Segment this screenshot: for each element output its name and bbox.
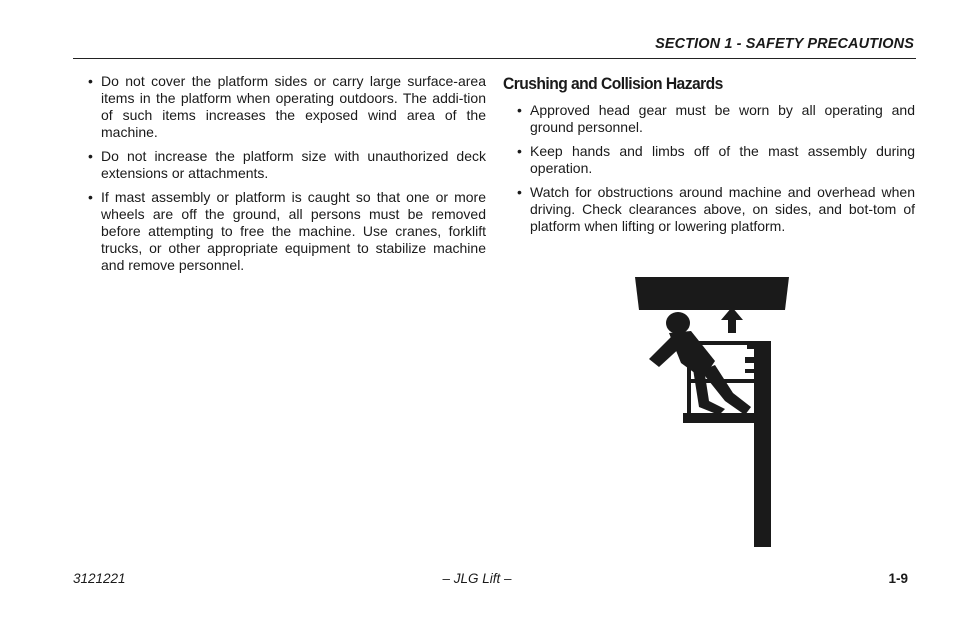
overhead-obstruction	[635, 277, 789, 310]
list-item: • Do not cover the platform sides or carry large surface-area items in the platform when operating outdoors. The addi-tion of such items increases the exposed wind area of the machine.	[88, 73, 486, 141]
right-bullet-list	[503, 102, 915, 235]
doc-number: 3121221	[73, 571, 126, 586]
header-divider	[73, 58, 916, 59]
person-head	[666, 312, 690, 334]
section-title: SECTION 1 - SAFETY PRECAUTIONS	[655, 36, 914, 52]
platform-floor	[683, 413, 763, 423]
section-heading: Crushing and Collision Hazards	[503, 74, 723, 93]
right-column	[503, 73, 915, 242]
crushing-hazard-illustration	[633, 275, 793, 547]
left-bullet-list	[88, 73, 486, 274]
crushing-hazard-icon	[633, 275, 793, 547]
list-item: • If mast assembly or platform is caught so that one or more wheels are off the ground, all persons must be removed before attempting to free the machine. Use cranes, forklift trucks, or other appropriate equipment to stabilize machine and remove personnel.	[88, 189, 486, 274]
up-arrow-icon	[721, 307, 743, 333]
list-item: • Do not increase the platform size with unauthorized deck extensions or attachments.	[88, 148, 486, 182]
list-item: • Approved head gear must be worn by all operating and ground personnel.	[517, 102, 915, 136]
list-item: • Watch for obstructions around machine and overhead when driving. Check clearances above, on sides, and bot-tom of platform when lifting or lowering platform.	[517, 184, 915, 235]
footer-title: – JLG Lift –	[442, 571, 512, 586]
left-column	[88, 73, 486, 281]
mast	[754, 341, 771, 547]
list-item: • Keep hands and limbs off of the mast assembly during operation.	[517, 143, 915, 177]
page-number: 1-9	[888, 571, 908, 586]
